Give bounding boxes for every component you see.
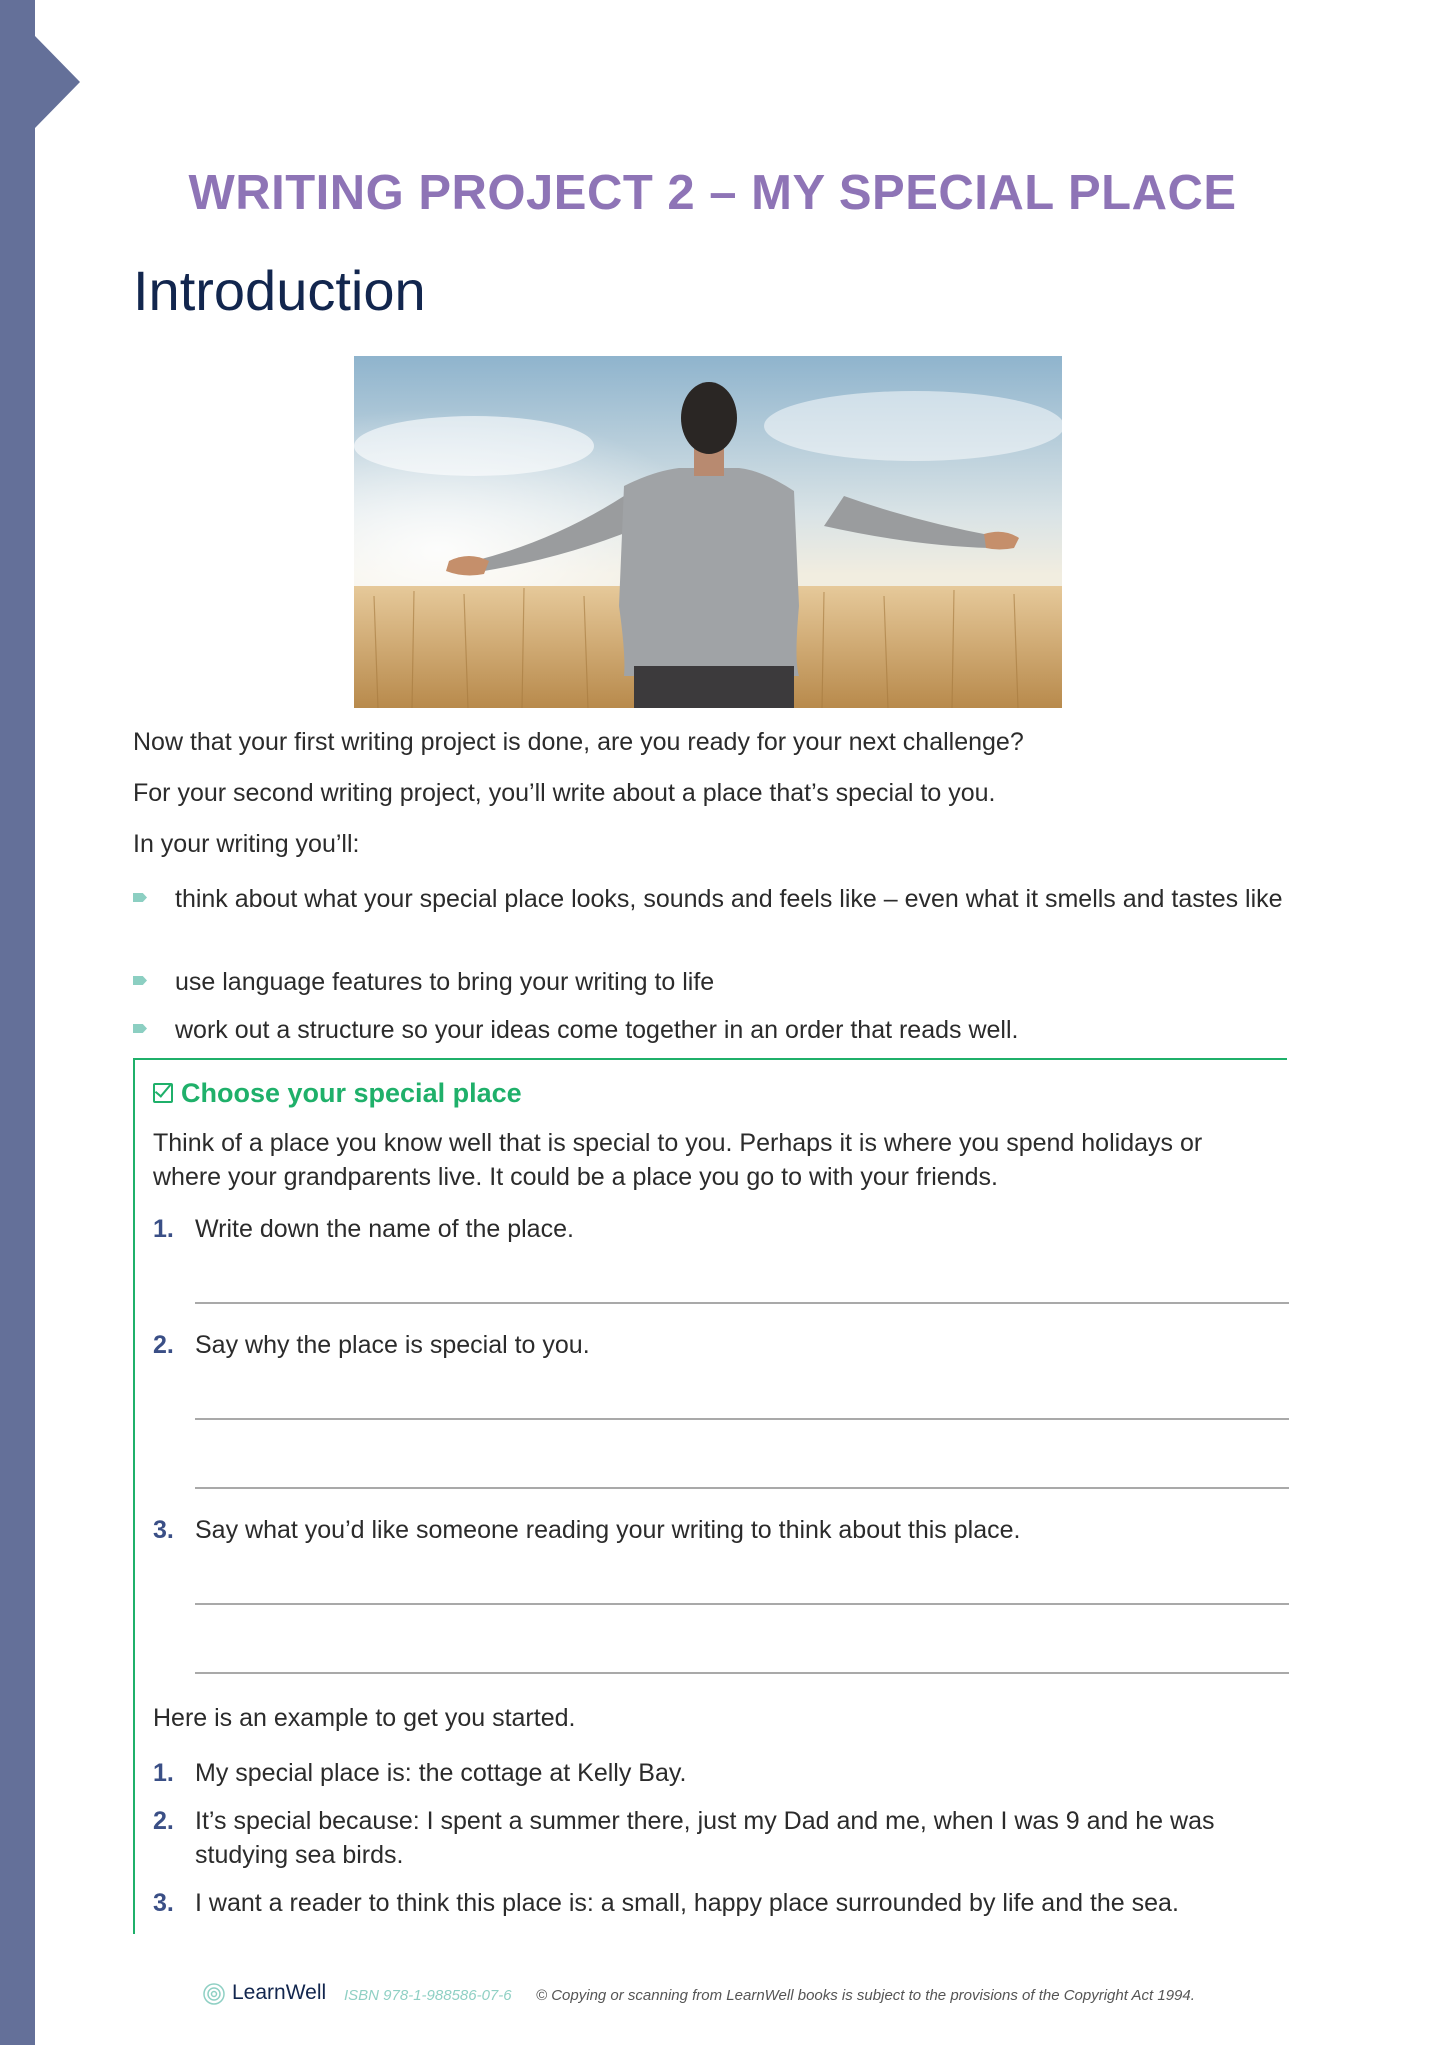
brand-name: LearnWell — [232, 1981, 327, 2004]
activity-heading: Choose your special place — [153, 1078, 522, 1109]
example-item: 1. My special place is: the cottage at Kelly Bay. — [153, 1759, 687, 1787]
bullet-item: think about what your special place looks, sounds and feels like – even what it smells and tastes like — [133, 882, 1283, 916]
example-item: 2. It’s special because: I spent a summer there, just my Dad and me, when I was 9 and he was studying sea birds. — [153, 1807, 1215, 1869]
field-man-image — [354, 356, 1062, 708]
intro-paragraph: For your second writing project, you’ll write about a place that’s special to you. — [133, 779, 996, 807]
question-item: 3. Say what you’d like someone reading your writing to think about this place. — [153, 1516, 1021, 1544]
activity-instructions: Think of a place you know well that is special to you. Perhaps it is where you spend holidays or where your grandparents live. It could be a place you go to with your friends. — [153, 1129, 1203, 1191]
activity-box — [133, 1058, 1287, 1934]
answer-line[interactable] — [195, 1603, 1289, 1605]
answer-line[interactable] — [195, 1302, 1289, 1304]
example-intro: Here is an example to get you started. — [153, 1704, 576, 1732]
intro-paragraph: Now that your first writing project is done, are you ready for your next challenge? — [133, 728, 1024, 756]
intro-photo — [354, 356, 1062, 708]
isbn: ISBN 978-1-988586-07-6 — [344, 1987, 512, 2004]
intro-paragraph: In your writing you’ll: — [133, 830, 360, 858]
page-edge-bar — [0, 0, 35, 2045]
section-heading: Introduction — [133, 259, 426, 322]
bullet-item: use language features to bring your writing to life — [133, 965, 1283, 999]
bullet-item: work out a structure so your ideas come together in an order that reads well. — [133, 1013, 1283, 1047]
arrow-bullet-icon — [133, 893, 147, 902]
answer-line[interactable] — [195, 1672, 1289, 1674]
checkbox-tick-icon — [153, 1083, 173, 1103]
page-tab-arrow — [35, 36, 80, 128]
question-item: 1. Write down the name of the place. — [153, 1215, 574, 1243]
answer-line[interactable] — [195, 1487, 1289, 1489]
arrow-bullet-icon — [133, 976, 147, 985]
page-title: WRITING PROJECT 2 – MY SPECIAL PLACE — [188, 166, 1237, 220]
example-item: 3. I want a reader to think this place is: a small, happy place surrounded by life and the sea. — [153, 1889, 1179, 1917]
arrow-bullet-icon — [133, 1024, 147, 1033]
question-item: 2. Say why the place is special to you. — [153, 1331, 590, 1359]
copyright-notice: © Copying or scanning from LearnWell books is subject to the provisions of the Copyright Act 1994. — [536, 1987, 1195, 2004]
learnwell-logo-icon — [202, 1982, 226, 2006]
answer-line[interactable] — [195, 1418, 1289, 1420]
